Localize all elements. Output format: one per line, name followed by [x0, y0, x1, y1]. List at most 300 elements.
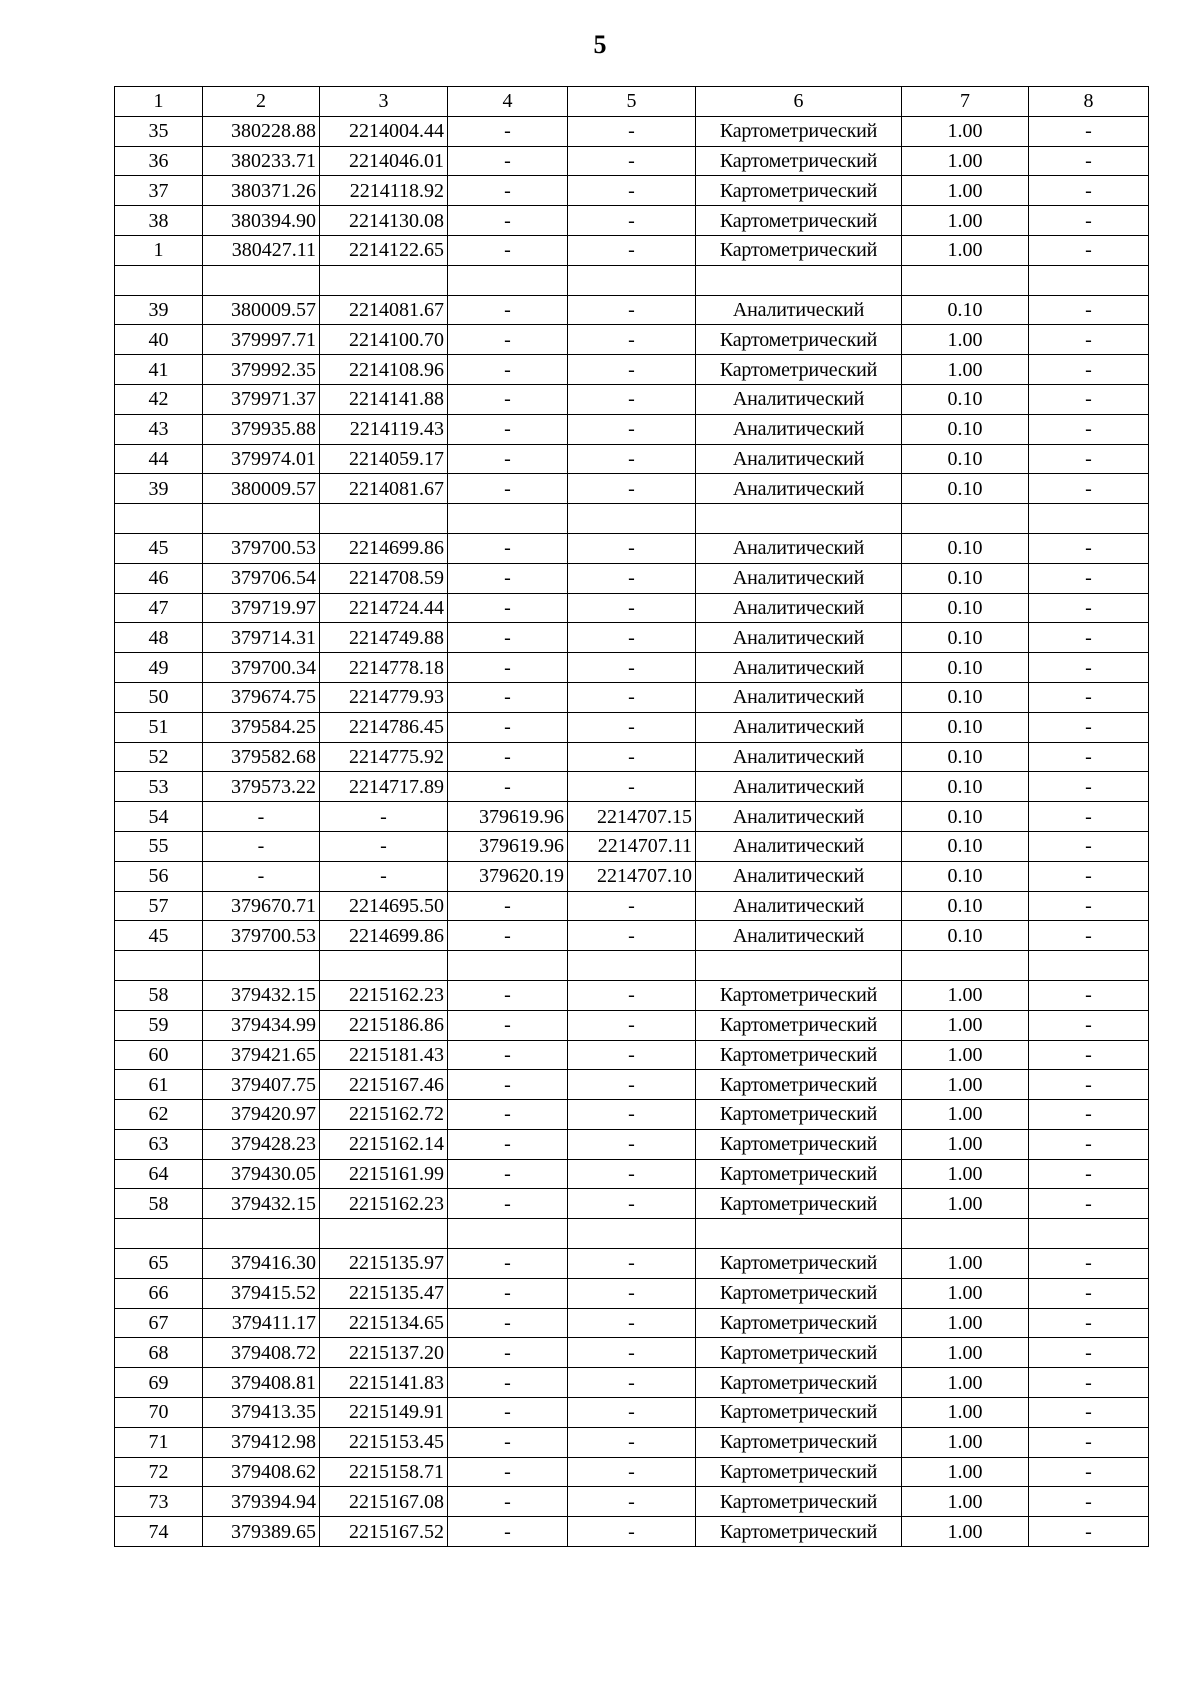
cell-precision: 0.10	[902, 593, 1029, 623]
cell-point-number: 67	[115, 1308, 203, 1338]
cell-x-coordinate-alt: -	[448, 116, 568, 146]
cell-note: -	[1029, 176, 1149, 206]
cell-y-coordinate: 2214059.17	[320, 444, 448, 474]
cell-note: -	[1029, 1159, 1149, 1189]
cell-point-number: 51	[115, 712, 203, 742]
column-header: 3	[320, 87, 448, 117]
cell-y-coordinate: 2215162.72	[320, 1100, 448, 1130]
table-row	[115, 921, 1149, 951]
cell-precision: 1.00	[902, 1159, 1029, 1189]
cell-point-number: 53	[115, 772, 203, 802]
cell-x-coordinate-alt: -	[448, 295, 568, 325]
cell-y-coordinate-alt: -	[568, 653, 696, 683]
cell-y-coordinate-alt: -	[568, 742, 696, 772]
cell-point-number: 52	[115, 742, 203, 772]
cell-precision: 1.00	[902, 1427, 1029, 1457]
cell-precision: 1.00	[902, 176, 1029, 206]
cell-x-coordinate: 379408.62	[203, 1457, 320, 1487]
cell-precision: 1.00	[902, 1100, 1029, 1130]
cell-x-coordinate-alt: 379619.96	[448, 802, 568, 832]
cell-point-number: 69	[115, 1368, 203, 1398]
table-row	[115, 593, 1149, 623]
cell-y-coordinate: 2214699.86	[320, 921, 448, 951]
cell-precision: 0.10	[902, 772, 1029, 802]
column-header: 1	[115, 87, 203, 117]
table-row	[115, 1189, 1149, 1219]
cell-y-coordinate-alt: -	[568, 772, 696, 802]
cell-x-coordinate-alt	[448, 1219, 568, 1249]
cell-x-coordinate: 380394.90	[203, 206, 320, 236]
cell-y-coordinate-alt: -	[568, 712, 696, 742]
cell-x-coordinate: 379432.15	[203, 1189, 320, 1219]
cell-method: Аналитический	[696, 563, 902, 593]
cell-note: -	[1029, 206, 1149, 236]
cell-y-coordinate: 2215135.97	[320, 1249, 448, 1279]
cell-precision: 1.00	[902, 355, 1029, 385]
cell-y-coordinate: 2214749.88	[320, 623, 448, 653]
cell-method: Картометрический	[696, 325, 902, 355]
cell-y-coordinate: 2214081.67	[320, 474, 448, 504]
cell-note: -	[1029, 623, 1149, 653]
cell-precision: 0.10	[902, 921, 1029, 951]
table-row	[115, 116, 1149, 146]
cell-precision: 0.10	[902, 384, 1029, 414]
cell-y-coordinate-alt: -	[568, 1070, 696, 1100]
cell-x-coordinate: 379416.30	[203, 1249, 320, 1279]
cell-note: -	[1029, 831, 1149, 861]
cell-x-coordinate: 379413.35	[203, 1398, 320, 1428]
cell-y-coordinate: 2214108.96	[320, 355, 448, 385]
cell-precision: 1.00	[902, 1129, 1029, 1159]
cell-x-coordinate-alt: -	[448, 1249, 568, 1279]
cell-point-number	[115, 504, 203, 534]
table-row	[115, 980, 1149, 1010]
cell-y-coordinate: 2215158.71	[320, 1457, 448, 1487]
cell-method: Аналитический	[696, 623, 902, 653]
cell-method: Картометрический	[696, 1249, 902, 1279]
table-row	[115, 1368, 1149, 1398]
cell-x-coordinate: 380427.11	[203, 235, 320, 265]
cell-x-coordinate	[203, 1219, 320, 1249]
cell-x-coordinate-alt: -	[448, 1129, 568, 1159]
cell-precision: 1.00	[902, 1517, 1029, 1547]
cell-y-coordinate-alt: -	[568, 325, 696, 355]
table-row	[115, 414, 1149, 444]
table-row	[115, 1219, 1149, 1249]
cell-x-coordinate: 379974.01	[203, 444, 320, 474]
cell-precision: 1.00	[902, 1308, 1029, 1338]
cell-point-number: 38	[115, 206, 203, 236]
table-row	[115, 504, 1149, 534]
cell-precision: 0.10	[902, 474, 1029, 504]
cell-method: Аналитический	[696, 891, 902, 921]
cell-point-number: 63	[115, 1129, 203, 1159]
cell-x-coordinate-alt: -	[448, 176, 568, 206]
cell-method: Аналитический	[696, 474, 902, 504]
cell-point-number: 39	[115, 295, 203, 325]
cell-method: Картометрический	[696, 1487, 902, 1517]
cell-x-coordinate: 379700.34	[203, 653, 320, 683]
cell-x-coordinate: 380233.71	[203, 146, 320, 176]
cell-x-coordinate-alt: -	[448, 980, 568, 1010]
cell-point-number: 47	[115, 593, 203, 623]
cell-y-coordinate: 2214118.92	[320, 176, 448, 206]
cell-y-coordinate-alt: -	[568, 295, 696, 325]
cell-point-number: 56	[115, 861, 203, 891]
cell-note: -	[1029, 802, 1149, 832]
cell-y-coordinate-alt: -	[568, 1427, 696, 1457]
cell-x-coordinate: 380371.26	[203, 176, 320, 206]
cell-point-number: 50	[115, 682, 203, 712]
cell-point-number: 37	[115, 176, 203, 206]
cell-x-coordinate: 379420.97	[203, 1100, 320, 1130]
cell-point-number: 58	[115, 980, 203, 1010]
cell-note: -	[1029, 235, 1149, 265]
table-row	[115, 1100, 1149, 1130]
cell-method: Картометрический	[696, 235, 902, 265]
cell-note: -	[1029, 444, 1149, 474]
cell-x-coordinate-alt: 379620.19	[448, 861, 568, 891]
cell-note: -	[1029, 861, 1149, 891]
table-row	[115, 325, 1149, 355]
cell-x-coordinate: 379971.37	[203, 384, 320, 414]
cell-precision: 0.10	[902, 653, 1029, 683]
cell-note: -	[1029, 1308, 1149, 1338]
cell-note: -	[1029, 1249, 1149, 1279]
cell-point-number: 71	[115, 1427, 203, 1457]
cell-y-coordinate-alt: -	[568, 235, 696, 265]
table-row	[115, 1308, 1149, 1338]
cell-x-coordinate: 379674.75	[203, 682, 320, 712]
cell-y-coordinate-alt: -	[568, 533, 696, 563]
cell-note: -	[1029, 682, 1149, 712]
cell-x-coordinate: 379935.88	[203, 414, 320, 444]
cell-method: Аналитический	[696, 742, 902, 772]
cell-point-number: 61	[115, 1070, 203, 1100]
cell-note: -	[1029, 1368, 1149, 1398]
cell-x-coordinate-alt: -	[448, 1010, 568, 1040]
cell-point-number	[115, 1219, 203, 1249]
cell-point-number: 36	[115, 146, 203, 176]
cell-method: Картометрический	[696, 1338, 902, 1368]
cell-method: Картометрический	[696, 1040, 902, 1070]
cell-note: -	[1029, 772, 1149, 802]
cell-x-coordinate-alt: -	[448, 653, 568, 683]
table-row	[115, 1010, 1149, 1040]
cell-y-coordinate-alt: -	[568, 176, 696, 206]
cell-precision	[902, 504, 1029, 534]
cell-y-coordinate	[320, 504, 448, 534]
table-row	[115, 1457, 1149, 1487]
cell-note	[1029, 265, 1149, 295]
cell-x-coordinate: 379432.15	[203, 980, 320, 1010]
cell-point-number: 44	[115, 444, 203, 474]
cell-x-coordinate: 380009.57	[203, 295, 320, 325]
cell-x-coordinate-alt: -	[448, 1278, 568, 1308]
cell-method: Картометрический	[696, 1010, 902, 1040]
cell-method	[696, 951, 902, 981]
column-header: 5	[568, 87, 696, 117]
cell-y-coordinate: 2214708.59	[320, 563, 448, 593]
table-row	[115, 623, 1149, 653]
table-row	[115, 802, 1149, 832]
cell-x-coordinate: 379719.97	[203, 593, 320, 623]
cell-method	[696, 1219, 902, 1249]
cell-method: Аналитический	[696, 921, 902, 951]
table-row	[115, 146, 1149, 176]
cell-precision: 0.10	[902, 563, 1029, 593]
cell-note: -	[1029, 712, 1149, 742]
table-row	[115, 265, 1149, 295]
cell-y-coordinate: 2214717.89	[320, 772, 448, 802]
cell-method: Аналитический	[696, 682, 902, 712]
cell-precision: 0.10	[902, 712, 1029, 742]
cell-point-number: 55	[115, 831, 203, 861]
cell-x-coordinate: 379389.65	[203, 1517, 320, 1547]
cell-y-coordinate-alt	[568, 265, 696, 295]
cell-y-coordinate-alt: 2214707.10	[568, 861, 696, 891]
table-header-row	[115, 87, 1149, 117]
cell-x-coordinate: 380228.88	[203, 116, 320, 146]
cell-method: Картометрический	[696, 176, 902, 206]
cell-y-coordinate: 2214699.86	[320, 533, 448, 563]
cell-note: -	[1029, 1427, 1149, 1457]
cell-y-coordinate: 2214778.18	[320, 653, 448, 683]
cell-precision: 1.00	[902, 1487, 1029, 1517]
cell-y-coordinate: 2214100.70	[320, 325, 448, 355]
cell-y-coordinate-alt: -	[568, 355, 696, 385]
cell-precision: 1.00	[902, 1189, 1029, 1219]
cell-precision: 1.00	[902, 235, 1029, 265]
table-row	[115, 861, 1149, 891]
cell-method: Аналитический	[696, 414, 902, 444]
cell-method: Аналитический	[696, 772, 902, 802]
cell-y-coordinate: 2214130.08	[320, 206, 448, 236]
cell-precision: 1.00	[902, 1070, 1029, 1100]
cell-y-coordinate-alt: -	[568, 1129, 696, 1159]
cell-x-coordinate-alt: -	[448, 772, 568, 802]
cell-note: -	[1029, 1517, 1149, 1547]
cell-point-number: 60	[115, 1040, 203, 1070]
cell-x-coordinate-alt: -	[448, 325, 568, 355]
cell-y-coordinate: 2215167.08	[320, 1487, 448, 1517]
cell-x-coordinate: 379670.71	[203, 891, 320, 921]
cell-y-coordinate-alt: -	[568, 1487, 696, 1517]
cell-x-coordinate: 379411.17	[203, 1308, 320, 1338]
column-header: 2	[203, 87, 320, 117]
table-row	[115, 384, 1149, 414]
cell-x-coordinate-alt	[448, 265, 568, 295]
cell-note	[1029, 951, 1149, 981]
cell-y-coordinate-alt: -	[568, 980, 696, 1010]
cell-y-coordinate: 2214119.43	[320, 414, 448, 444]
cell-x-coordinate: 379434.99	[203, 1010, 320, 1040]
cell-precision: 0.10	[902, 533, 1029, 563]
cell-x-coordinate-alt: 379619.96	[448, 831, 568, 861]
cell-precision: 1.00	[902, 1278, 1029, 1308]
table-row	[115, 891, 1149, 921]
cell-x-coordinate-alt	[448, 504, 568, 534]
cell-x-coordinate: 379421.65	[203, 1040, 320, 1070]
cell-method: Картометрический	[696, 980, 902, 1010]
table-row	[115, 831, 1149, 861]
cell-x-coordinate: -	[203, 831, 320, 861]
column-header: 7	[902, 87, 1029, 117]
cell-method: Аналитический	[696, 712, 902, 742]
cell-x-coordinate-alt: -	[448, 891, 568, 921]
cell-x-coordinate: 379428.23	[203, 1129, 320, 1159]
table-row	[115, 1040, 1149, 1070]
cell-note: -	[1029, 384, 1149, 414]
cell-x-coordinate-alt: -	[448, 1338, 568, 1368]
cell-note: -	[1029, 355, 1149, 385]
cell-precision	[902, 951, 1029, 981]
cell-y-coordinate: 2215149.91	[320, 1398, 448, 1428]
column-header: 4	[448, 87, 568, 117]
cell-precision: 0.10	[902, 444, 1029, 474]
cell-precision: 1.00	[902, 1368, 1029, 1398]
cell-point-number: 54	[115, 802, 203, 832]
cell-x-coordinate-alt: -	[448, 1100, 568, 1130]
cell-y-coordinate-alt: -	[568, 593, 696, 623]
table-row	[115, 355, 1149, 385]
cell-y-coordinate: 2215162.23	[320, 1189, 448, 1219]
cell-y-coordinate	[320, 1219, 448, 1249]
cell-precision: 1.00	[902, 1010, 1029, 1040]
table-row	[115, 1487, 1149, 1517]
cell-y-coordinate-alt: -	[568, 1010, 696, 1040]
cell-precision: 1.00	[902, 206, 1029, 236]
cell-precision: 1.00	[902, 1249, 1029, 1279]
cell-point-number	[115, 265, 203, 295]
cell-method: Аналитический	[696, 384, 902, 414]
cell-x-coordinate: 379412.98	[203, 1427, 320, 1457]
cell-method: Аналитический	[696, 295, 902, 325]
table-row	[115, 1129, 1149, 1159]
cell-point-number: 48	[115, 623, 203, 653]
table-row	[115, 682, 1149, 712]
cell-y-coordinate: 2215153.45	[320, 1427, 448, 1457]
cell-y-coordinate-alt	[568, 504, 696, 534]
cell-precision: 0.10	[902, 742, 1029, 772]
cell-x-coordinate-alt: -	[448, 146, 568, 176]
cell-method: Картометрический	[696, 1398, 902, 1428]
cell-method: Аналитический	[696, 533, 902, 563]
cell-x-coordinate: 379714.31	[203, 623, 320, 653]
cell-method: Картометрический	[696, 355, 902, 385]
column-header: 8	[1029, 87, 1149, 117]
table-row	[115, 772, 1149, 802]
cell-precision: 1.00	[902, 1457, 1029, 1487]
cell-point-number: 46	[115, 563, 203, 593]
cell-note: -	[1029, 1457, 1149, 1487]
cell-y-coordinate: -	[320, 831, 448, 861]
cell-x-coordinate-alt: -	[448, 742, 568, 772]
table-row	[115, 742, 1149, 772]
cell-x-coordinate: 379573.22	[203, 772, 320, 802]
cell-point-number: 66	[115, 1278, 203, 1308]
cell-x-coordinate-alt: -	[448, 1398, 568, 1428]
cell-y-coordinate-alt: -	[568, 623, 696, 653]
cell-y-coordinate: 2215162.14	[320, 1129, 448, 1159]
cell-x-coordinate-alt: -	[448, 1517, 568, 1547]
cell-y-coordinate: 2214724.44	[320, 593, 448, 623]
cell-y-coordinate: -	[320, 802, 448, 832]
cell-y-coordinate-alt: -	[568, 1278, 696, 1308]
cell-point-number: 35	[115, 116, 203, 146]
cell-y-coordinate: 2214775.92	[320, 742, 448, 772]
cell-x-coordinate: 379415.52	[203, 1278, 320, 1308]
cell-y-coordinate-alt: -	[568, 1040, 696, 1070]
cell-x-coordinate-alt: -	[448, 474, 568, 504]
cell-y-coordinate-alt: -	[568, 206, 696, 236]
cell-point-number: 40	[115, 325, 203, 355]
cell-y-coordinate-alt: -	[568, 1189, 696, 1219]
cell-x-coordinate-alt: -	[448, 414, 568, 444]
cell-precision: 0.10	[902, 623, 1029, 653]
cell-point-number: 43	[115, 414, 203, 444]
cell-point-number: 42	[115, 384, 203, 414]
cell-precision: 1.00	[902, 1398, 1029, 1428]
cell-method: Аналитический	[696, 802, 902, 832]
cell-y-coordinate: 2215162.23	[320, 980, 448, 1010]
cell-note: -	[1029, 116, 1149, 146]
cell-y-coordinate: 2214786.45	[320, 712, 448, 742]
cell-method	[696, 265, 902, 295]
cell-y-coordinate-alt: -	[568, 682, 696, 712]
cell-y-coordinate: 2215186.86	[320, 1010, 448, 1040]
table-row	[115, 533, 1149, 563]
cell-method: Картометрический	[696, 1189, 902, 1219]
table-row	[115, 206, 1149, 236]
cell-y-coordinate-alt: -	[568, 384, 696, 414]
cell-y-coordinate-alt: -	[568, 1100, 696, 1130]
cell-precision: 1.00	[902, 116, 1029, 146]
coordinates-table	[114, 86, 1149, 1547]
cell-x-coordinate: -	[203, 861, 320, 891]
cell-y-coordinate-alt: -	[568, 474, 696, 504]
cell-x-coordinate-alt: -	[448, 444, 568, 474]
column-header: 6	[696, 87, 902, 117]
cell-x-coordinate-alt: -	[448, 712, 568, 742]
cell-note: -	[1029, 146, 1149, 176]
cell-method: Картометрический	[696, 1457, 902, 1487]
table-row	[115, 295, 1149, 325]
table-row	[115, 235, 1149, 265]
cell-point-number: 72	[115, 1457, 203, 1487]
cell-y-coordinate: 2215141.83	[320, 1368, 448, 1398]
cell-point-number: 74	[115, 1517, 203, 1547]
cell-y-coordinate: 2215167.52	[320, 1517, 448, 1547]
cell-method: Картометрический	[696, 1278, 902, 1308]
cell-x-coordinate	[203, 504, 320, 534]
cell-y-coordinate: 2215161.99	[320, 1159, 448, 1189]
cell-precision: 1.00	[902, 325, 1029, 355]
cell-y-coordinate: 2214695.50	[320, 891, 448, 921]
cell-note	[1029, 1219, 1149, 1249]
cell-point-number: 70	[115, 1398, 203, 1428]
cell-precision: 1.00	[902, 1040, 1029, 1070]
cell-y-coordinate: 2214081.67	[320, 295, 448, 325]
cell-note: -	[1029, 295, 1149, 325]
cell-x-coordinate	[203, 265, 320, 295]
cell-note: -	[1029, 1070, 1149, 1100]
cell-x-coordinate-alt: -	[448, 563, 568, 593]
cell-method: Картометрический	[696, 206, 902, 236]
cell-note: -	[1029, 891, 1149, 921]
table-row	[115, 653, 1149, 683]
cell-note: -	[1029, 921, 1149, 951]
